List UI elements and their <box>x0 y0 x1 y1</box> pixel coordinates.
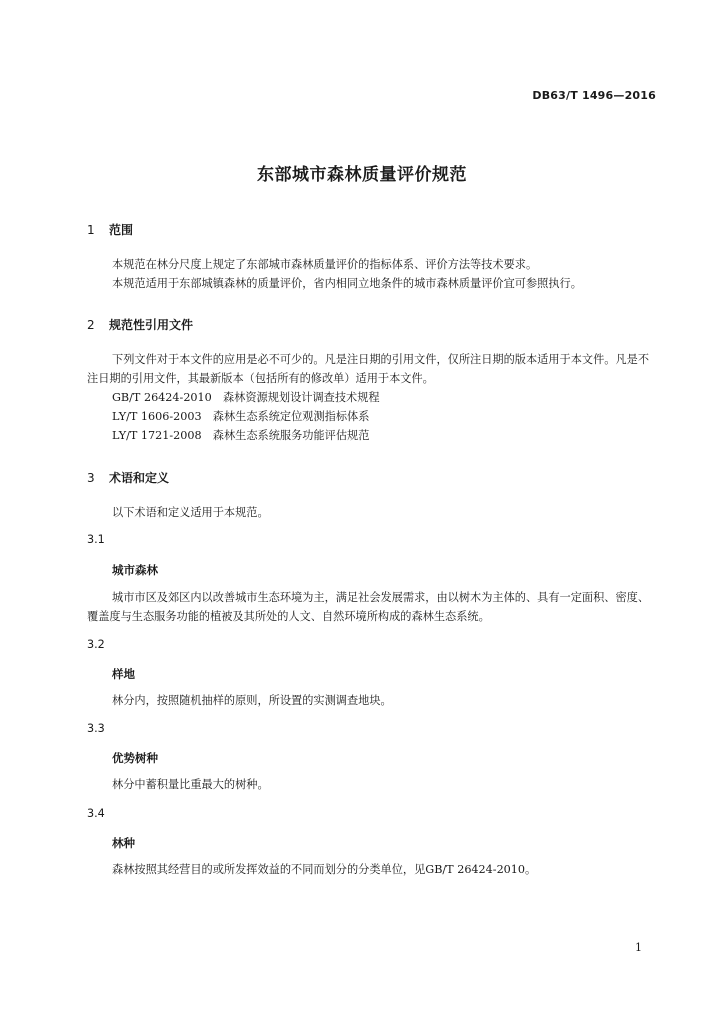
normative-reference: LY/T 1721-2008 森林生态系统服务功能评估规范 <box>112 429 370 442</box>
term-title: 优势树种 <box>112 751 158 765</box>
term-definition: 林分中蓄积量比重最大的树种。 <box>112 778 269 791</box>
document-title: 东部城市森林质量评价规范 <box>257 165 467 185</box>
page-number: 1 <box>635 941 642 954</box>
section-title: 规范性引用文件 <box>109 318 194 332</box>
section-2-paragraph-1: 下列文件对于本文件的应用是必不可少的。凡是注日期的引用文件，仅所注日期的版本适用于本文件。凡是不注日期的引用文件，其最新版本（包括所有的修改单）适用于本文件。 <box>87 353 650 385</box>
section-3-paragraph-1: 以下术语和定义适用于本规范。 <box>112 506 269 519</box>
section-title: 范围 <box>109 223 134 237</box>
section-1-paragraph-2: 本规范适用于东部城镇森林的质量评价，省内相同立地条件的城市森林质量评价宜可参照执行。 <box>112 277 582 290</box>
section-1-heading <box>87 221 133 238</box>
section-3-heading <box>87 469 169 486</box>
normative-reference: GB/T 26424-2010 森林资源规划设计调查技术规程 <box>112 391 380 404</box>
section-number: 1 <box>87 223 95 237</box>
section-number: 3 <box>87 471 95 485</box>
term-number: 3.4 <box>87 807 105 820</box>
term-number: 3.3 <box>87 722 105 735</box>
document-code: DB63/T 1496—2016 <box>532 89 656 102</box>
term-definition: 林分内，按照随机抽样的原则，所设置的实测调查地块。 <box>112 694 392 707</box>
term-title: 样地 <box>112 667 135 681</box>
section-number: 2 <box>87 318 95 332</box>
section-2-heading <box>87 316 193 333</box>
term-definition: 森林按照其经营目的或所发挥效益的不同而划分的分类单位，见GB/T 26424-2010。 <box>112 863 537 876</box>
normative-reference: LY/T 1606-2003 森林生态系统定位观测指标体系 <box>112 410 370 423</box>
section-1-paragraph-1: 本规范在林分尺度上规定了东部城市森林质量评价的指标体系、评价方法等技术要求。 <box>112 258 538 271</box>
term-number: 3.1 <box>87 533 105 546</box>
section-title: 术语和定义 <box>109 471 170 485</box>
term-definition: 城市市区及郊区内以改善城市生态环境为主，满足社会发展需求，由以树木为主体的、具有一定面积、密度、覆盖度与生态服务功能的植被及其所处的人文、自然环境所构成的森林生态系统。 <box>87 591 650 623</box>
term-title: 林种 <box>112 836 135 850</box>
term-title: 城市森林 <box>112 563 158 577</box>
term-number: 3.2 <box>87 638 105 651</box>
